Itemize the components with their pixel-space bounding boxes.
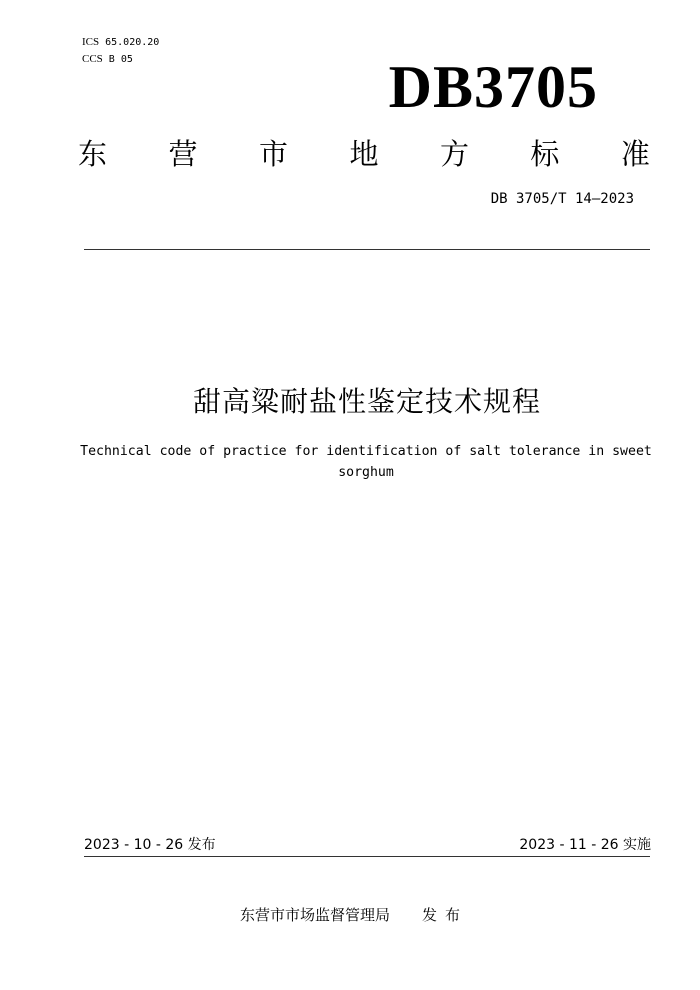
standard-type-char: 东	[78, 137, 108, 171]
ics-label: ICS	[82, 36, 100, 48]
standard-type-char: 标	[530, 137, 560, 171]
implementation-date: 2023 - 11 - 26 实施	[519, 837, 651, 853]
issuer-line	[240, 904, 468, 925]
ics-code: 65.020.20	[105, 37, 160, 48]
standard-logo: DB3705	[388, 54, 598, 120]
header-divider	[84, 249, 650, 250]
standard-number: DB 3705/T 14—2023	[490, 191, 634, 207]
ics-line	[82, 34, 159, 51]
document-title-chinese: 甜高粱耐盐性鉴定技术规程	[192, 385, 541, 418]
ccs-label: CCS	[82, 53, 103, 65]
standard-type-char: 地	[349, 137, 379, 171]
standard-type-char: 准	[620, 137, 650, 171]
classification-codes	[82, 34, 159, 68]
standard-type-char: 市	[258, 137, 288, 171]
issuer-action: 发布	[422, 906, 469, 924]
document-title-english: Technical code of practice for identification of salt tolerance in sweet sorghum	[80, 444, 652, 480]
standard-type-char: 营	[168, 137, 198, 171]
standard-type	[78, 134, 650, 174]
footer-divider	[84, 856, 650, 857]
standard-type-char: 方	[439, 137, 469, 171]
issuer-name: 东营市市场监督管理局	[240, 906, 391, 924]
ccs-code: B 05	[108, 54, 133, 65]
release-date: 2023 - 10 - 26 发布	[84, 837, 216, 853]
ccs-line	[82, 51, 159, 68]
